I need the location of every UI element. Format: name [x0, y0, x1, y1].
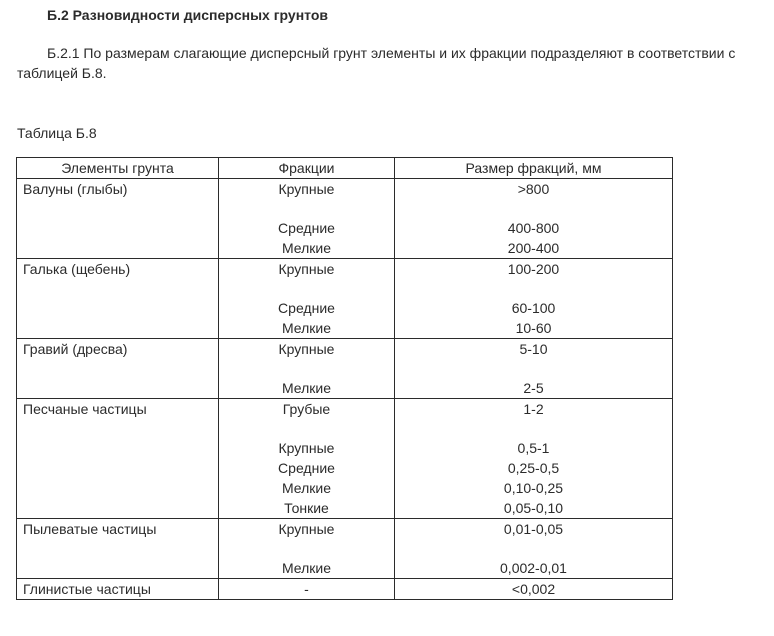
soil-element-cell: [17, 519, 219, 579]
fraction-label: Средние: [278, 300, 335, 316]
header-elements: Элементы грунта: [17, 158, 219, 179]
soil-element-name: Гравий (дресва): [23, 341, 128, 357]
fraction-cell: [219, 519, 395, 579]
header-fractions: Фракции: [219, 158, 395, 179]
fraction-size: 2-5: [523, 380, 544, 396]
soil-element-cell: [17, 339, 219, 399]
size-cell: [395, 339, 673, 399]
fraction-label: Крупные: [278, 440, 335, 456]
table-row: [17, 339, 673, 399]
fraction-cell: [219, 259, 395, 339]
fraction-size: 0,05-0,10: [503, 500, 564, 516]
fraction-label: Крупные: [278, 261, 335, 277]
table-row: [17, 579, 673, 600]
fraction-size: 0,5-1: [517, 440, 550, 456]
fraction-cell: [219, 179, 395, 259]
fraction-size: 0,10-0,25: [503, 480, 564, 496]
size-cell: [395, 399, 673, 519]
fraction-cell: [219, 399, 395, 519]
table-row: [17, 519, 673, 579]
fraction-label: -: [304, 581, 309, 597]
fraction-size: 5-10: [519, 341, 548, 357]
intro-paragraph: Б.2.1 По размерам слагающие дисперсный грунт элементы и их фракции подразделяют в соответствии с таблицей Б.8.: [17, 45, 736, 81]
size-cell: [395, 179, 673, 259]
fraction-size: 0,01-0,05: [503, 521, 564, 537]
fraction-size: 0,25-0,5: [507, 460, 560, 476]
soil-element-name: Валуны (глыбы): [23, 181, 128, 197]
size-cell: [395, 259, 673, 339]
fraction-label: Мелкие: [281, 380, 332, 396]
table-header-row: [17, 158, 673, 179]
fraction-size: 1-2: [523, 401, 544, 417]
header-size: Размер фракций, мм: [395, 158, 673, 179]
fraction-size: 100-200: [507, 261, 560, 277]
table-row: [17, 399, 673, 519]
table-row: [17, 179, 673, 259]
size-cell: [395, 579, 673, 600]
fraction-size: 200-400: [507, 240, 560, 256]
fraction-label: Крупные: [278, 341, 335, 357]
table-caption: Таблица Б.8: [17, 125, 97, 141]
fraction-label: Крупные: [278, 521, 335, 537]
soil-element-name: Галька (щебень): [23, 261, 131, 277]
fraction-label: Грубые: [282, 401, 331, 417]
soil-element-name: Глинистые частицы: [23, 581, 151, 597]
soil-element-name: Песчаные частицы: [23, 401, 147, 417]
soil-element-name: Пылеватые частицы: [23, 521, 157, 537]
fraction-size: 400-800: [507, 220, 560, 236]
fraction-label: Мелкие: [281, 560, 332, 576]
fraction-size: ˂0,002: [511, 581, 556, 597]
fraction-label: Средние: [278, 460, 335, 476]
soil-element-cell: [17, 179, 219, 259]
soil-element-cell: [17, 399, 219, 519]
size-cell: [395, 519, 673, 579]
fraction-size: ˃800: [517, 181, 550, 197]
fraction-label: Мелкие: [281, 480, 332, 496]
fraction-label: Средние: [278, 220, 335, 236]
fraction-label: Тонкие: [284, 500, 329, 516]
table-body: [17, 179, 673, 600]
fraction-cell: [219, 339, 395, 399]
fraction-size: 10-60: [515, 320, 552, 336]
soil-element-cell: [17, 259, 219, 339]
fraction-label: Крупные: [278, 181, 335, 197]
fraction-label: Мелкие: [281, 320, 332, 336]
fraction-size: 0,002-0,01: [500, 560, 567, 576]
soil-fractions-table: [16, 157, 673, 600]
table-row: [17, 259, 673, 339]
soil-element-cell: [17, 579, 219, 600]
fraction-label: Мелкие: [281, 240, 332, 256]
fraction-cell: [219, 579, 395, 600]
section-heading: Б.2 Разновидности дисперсных грунтов: [47, 7, 328, 23]
fraction-size: 60-100: [511, 300, 556, 316]
